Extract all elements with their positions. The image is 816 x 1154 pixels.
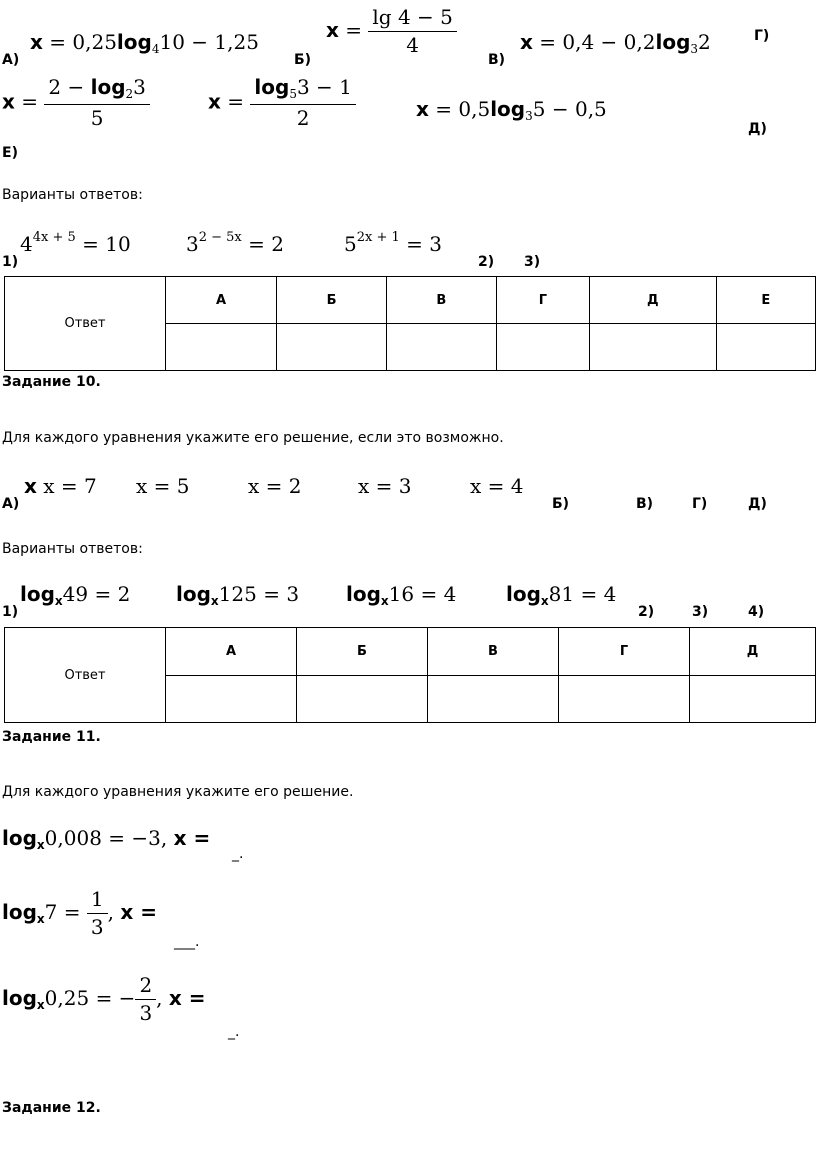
answer-cell-a[interactable]	[166, 324, 277, 371]
label-d: Д)	[748, 121, 767, 137]
equation-d: x = $\frac{\log_53 - 1}{2}$	[208, 76, 356, 130]
solution-b: x = 5	[136, 474, 190, 498]
col-header-d: Д	[590, 277, 716, 324]
answer10-cell-v[interactable]	[428, 676, 559, 723]
col10-header-g: Г	[559, 628, 690, 676]
task-10-instruction: Для каждого уравнения укажите его решение, если это возможно.	[2, 430, 504, 446]
option-label-2: 2)	[478, 254, 495, 270]
variants-title-10: Варианты ответов:	[2, 541, 143, 557]
opt10-label-2: 2)	[638, 604, 655, 620]
col10-header-b: Б	[297, 628, 428, 676]
task-11-heading: Задание 11.	[2, 729, 101, 745]
answer-table-9	[4, 276, 816, 371]
task-11-instruction: Для каждого уравнения укажите его решение.	[2, 784, 354, 800]
answer-cell-d[interactable]	[590, 324, 716, 371]
label10-g: Г)	[692, 496, 708, 512]
equation-a: $x = 0,25\log_410 - 1,25$	[30, 30, 259, 56]
col-header-g: Г	[496, 277, 589, 324]
task-10-heading: Задание 10.	[2, 374, 101, 390]
equation-g: x = $\frac{2 - \log_23}{5}$	[2, 76, 150, 130]
answer-blank-1[interactable]: _.	[232, 846, 244, 862]
option-3: $5^{2x + 1} = 3$	[344, 230, 442, 256]
option-label-1: 1)	[2, 254, 19, 270]
label10-d: Д)	[748, 496, 767, 512]
col-header-e: Е	[716, 277, 815, 324]
answer-cell-v[interactable]	[386, 324, 496, 371]
log-equation-2: $\log_x125 = 3$	[176, 582, 300, 608]
log-equation-1: $\log_x49 = 2$	[20, 582, 131, 608]
equation-v: $x = 0,4 - 0,2\log_32$	[520, 30, 711, 56]
label-b: Б)	[294, 52, 312, 68]
label-v: В)	[488, 52, 506, 68]
equation-11-1: $\log_x0,008 = -3$, x =	[2, 826, 211, 852]
answer-row-label-10: Ответ	[5, 628, 166, 723]
answer10-cell-b[interactable]	[297, 676, 428, 723]
opt10-label-4: 4)	[748, 604, 765, 620]
equation-e: $x = 0,5\log_35 - 0,5$	[416, 97, 607, 123]
opt10-label-3: 3)	[692, 604, 709, 620]
label10-b: Б)	[552, 496, 570, 512]
label-a: А)	[2, 52, 20, 68]
option-2: $3^{2 - 5x} = 2$	[186, 230, 284, 256]
equation-b: x = $\frac{\lg 4 - 5}{4}$	[326, 6, 457, 57]
option-1: $4^{4x + 5} = 10$	[20, 230, 131, 256]
col-header-a: А	[166, 277, 277, 324]
label-g: Г)	[754, 28, 770, 44]
variants-title-9: Варианты ответов:	[2, 187, 143, 203]
log-equation-3: $\log_x16 = 4$	[346, 582, 457, 608]
answer-row-label: Ответ	[5, 277, 166, 371]
equation-11-2: $\log_x7$ = $\frac{1}{3}$ , x =	[2, 887, 157, 939]
answer10-cell-a[interactable]	[166, 676, 297, 723]
answer-cell-g[interactable]	[496, 324, 589, 371]
answer-cell-b[interactable]	[277, 324, 387, 371]
col10-header-a: А	[166, 628, 297, 676]
col10-header-v: В	[428, 628, 559, 676]
label-e: Е)	[2, 145, 18, 161]
col-header-b: Б	[277, 277, 387, 324]
answer-blank-3[interactable]: _.	[228, 1024, 240, 1040]
equation-11-3: $\log_x0,25$ = − $\frac{2}{3}$ , x =	[2, 973, 206, 1025]
col-header-v: В	[386, 277, 496, 324]
log-equation-4: $\log_x81 = 4$	[506, 582, 617, 608]
answer10-cell-g[interactable]	[559, 676, 690, 723]
opt10-label-1: 1)	[2, 604, 19, 620]
col10-header-d: Д	[690, 628, 816, 676]
answer10-cell-d[interactable]	[690, 676, 816, 723]
answer-cell-e[interactable]	[716, 324, 815, 371]
answer-table-10	[4, 627, 816, 723]
solution-d: x = 4	[470, 474, 524, 498]
solution-v: x = 2	[248, 474, 302, 498]
option-label-3: 3)	[524, 254, 541, 270]
task-12-heading: Задание 12.	[2, 1100, 101, 1116]
solution-a: x x = 7	[24, 474, 97, 498]
label10-a: А)	[2, 496, 20, 512]
solution-g: x = 3	[358, 474, 412, 498]
label10-v: В)	[636, 496, 654, 512]
answer-blank-2[interactable]: ___.	[174, 934, 200, 950]
